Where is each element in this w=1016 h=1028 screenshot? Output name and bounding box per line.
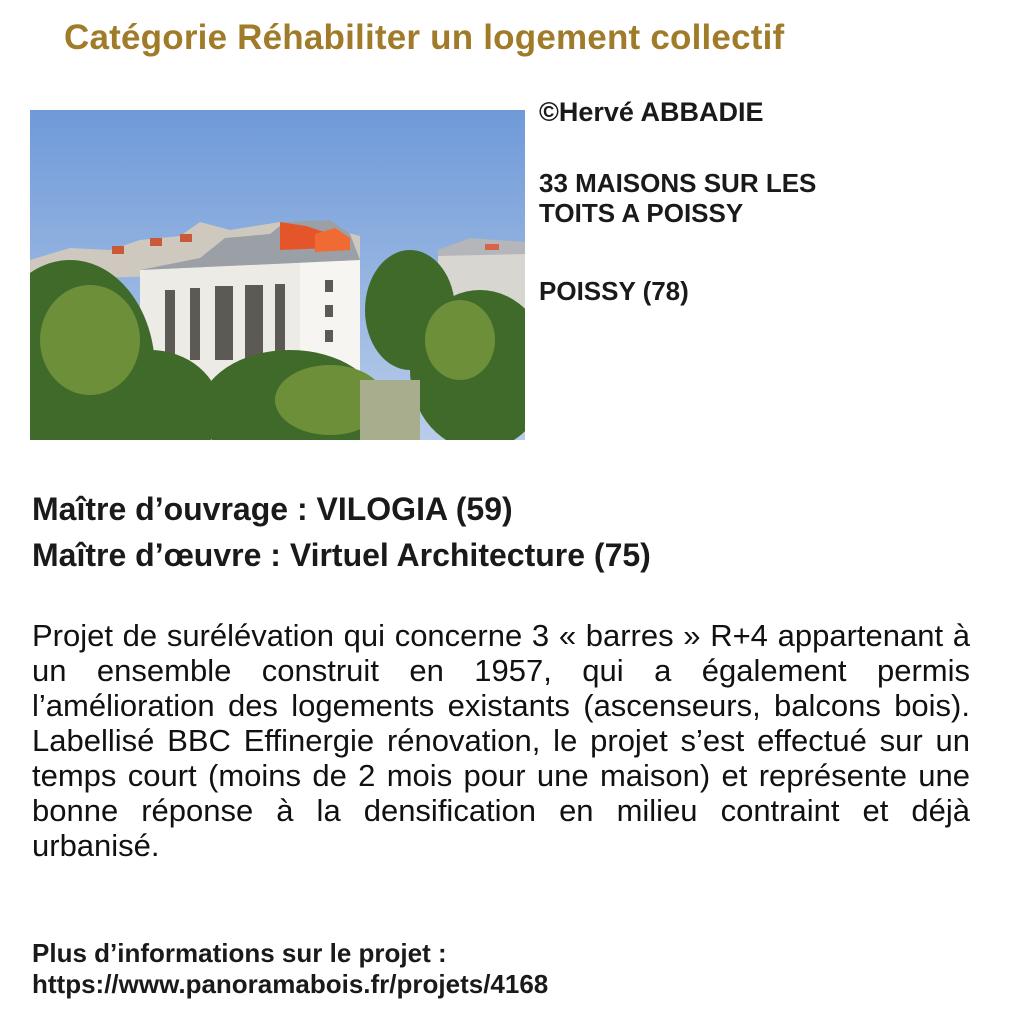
more-info <box>32 938 548 1000</box>
project-name <box>539 168 939 228</box>
project-actors <box>32 486 651 578</box>
project-location: POISSY (78) <box>539 276 689 306</box>
project-architect: Maître d’œuvre : Virtuel Architecture (75) <box>32 537 651 573</box>
project-description: Projet de surélévation qui concerne 3 « barres » R+4 appartenant à un ensemble construit en 1957, qui a également permis l’amélioration des logements existants (ascenseurs, balcons bois). Labellisé BBC Effinergie rénovation, le projet s’est effectué sur un temps court (moins de 2 mois pour une maison) et représente une bonne réponse à la densification en milieu contraint et déjà urbanisé. <box>32 618 970 863</box>
project-info <box>539 96 939 306</box>
project-owner: Maître d’ouvrage : VILOGIA (59) <box>32 491 513 527</box>
project-name-line-2: TOITS A POISSY <box>539 198 744 228</box>
project-photo <box>30 110 525 440</box>
more-info-label: Plus d’informations sur le projet : <box>32 938 447 968</box>
page-title: Catégorie Réhabiliter un logement collectif <box>64 18 785 57</box>
project-link[interactable]: https://www.panoramabois.fr/projets/4168 <box>32 969 549 999</box>
project-name-line-1: 33 MAISONS SUR LES <box>539 168 817 198</box>
photo-credit: ©Hervé ABBADIE <box>539 97 764 127</box>
building-photo-illustration <box>30 110 525 440</box>
